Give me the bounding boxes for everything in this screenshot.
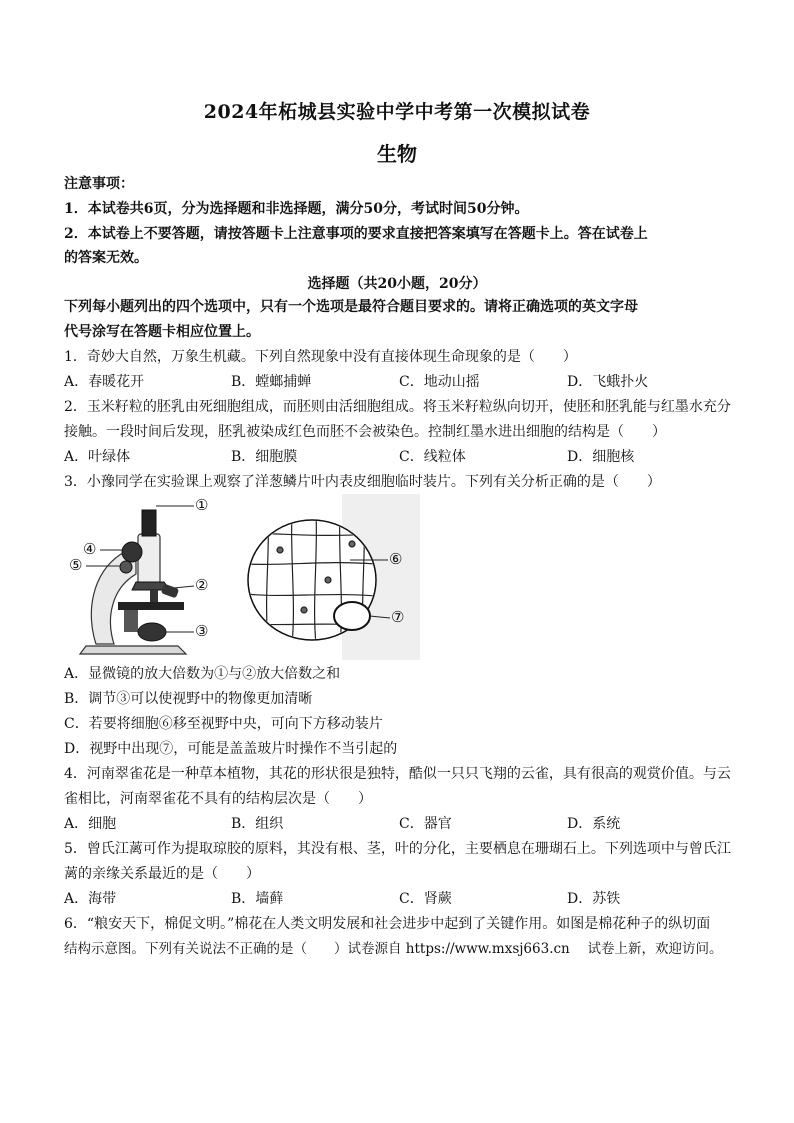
q4-option-b: B．组织	[231, 816, 284, 832]
notice-item-2-line-1: 2．本试卷上不要答题，请按答题卡上注意事项的要求直接把答案填写在答题卡上。答在试卷上	[64, 226, 648, 242]
q2-option-a: A．叶绿体	[64, 449, 131, 465]
section-instructions-line-1: 下列每小题列出的四个选项中，只有一个选项是最符合题目要求的。请将正确选项的英文字母	[64, 299, 638, 315]
q4-option-a: A．细胞	[64, 816, 117, 832]
q5-option-a: A．海带	[64, 891, 117, 907]
section-instructions-line-2: 代号涂写在答题卡相应位置上。	[64, 324, 260, 340]
label-4: ④	[83, 540, 97, 558]
q3-option-b: B．调节③可以使视野中的物像更加清晰	[64, 691, 313, 707]
section-title: 选择题（共20小题，20分）	[307, 276, 487, 292]
q6-stem-line-1: 6．“粮安天下，棉促文明。”棉花在人类文明发展和社会进步中起到了关键作用。如图是棉花种子的纵切面	[64, 916, 711, 932]
q5-stem-line-1: 5．曾氏江蓠可作为提取琼胶的原料，其没有根、茎，叶的分化，主要栖息在珊瑚石上。下列选项中与曾氏江	[64, 841, 731, 857]
q6-stem-line-2: 结构示意图。下列有关说法不正确的是（ ）试卷源自 https://www.mxsj663.cn 试卷上新，欢迎访问。	[64, 941, 723, 957]
q2-option-d: D．细胞核	[567, 449, 635, 465]
q4-stem-line-2: 雀相比，河南翠雀花不具有的结构层次是（ ）	[64, 791, 372, 807]
q3-stem: 3．小豫同学在实验课上观察了洋葱鳞片叶内表皮细胞临时装片。下列有关分析正确的是（ ）	[64, 474, 661, 490]
q3-option-a: A．显微镜的放大倍数为①与②放大倍数之和	[64, 666, 341, 682]
q2-stem-line-2: 接触。一段时间后发现，胚乳被染成红色而胚不会被染色。控制红墨水进出细胞的结构是（ ）	[64, 424, 666, 440]
q1-option-c: C．地动山摇	[399, 374, 480, 390]
label-5: ⑤	[69, 556, 83, 574]
q3-option-c: C．若要将细胞⑥移至视野中央，可向下方移动装片	[64, 716, 383, 732]
exam-title: 2024年柘城县实验中学中考第一次模拟试卷	[203, 101, 591, 123]
q1-stem: 1．奇妙大自然，万象生机藏。下列自然现象中没有直接体现生命现象的是（ ）	[64, 349, 577, 365]
label-7: ⑦	[391, 608, 405, 626]
q2-option-b: B．细胞膜	[231, 449, 298, 465]
label-2: ②	[195, 576, 209, 594]
q5-option-c: C．肾蕨	[399, 891, 452, 907]
microscope-figure	[66, 494, 226, 660]
cell-view-figure	[246, 494, 420, 660]
q5-option-b: B．墙藓	[231, 891, 284, 907]
label-1: ①	[195, 496, 209, 514]
label-6: ⑥	[389, 550, 403, 568]
q4-stem-line-1: 4．河南翠雀花是一种草本植物，其花的形状很是独特，酷似一只只飞翔的云雀，具有很高的观赏价值。与云	[64, 766, 731, 782]
q2-option-c: C．线粒体	[399, 449, 466, 465]
notice-item-2-line-2: 的答案无效。	[64, 250, 148, 266]
q1-option-a: A．春暖花开	[64, 374, 145, 390]
q1-option-d: D．飞蛾扑火	[567, 374, 649, 390]
notice-heading: 注意事项：	[64, 176, 134, 192]
q5-option-d: D．苏铁	[567, 891, 621, 907]
q4-option-d: D．系统	[567, 816, 621, 832]
q5-stem-line-2: 蓠的亲缘关系最近的是（ ）	[64, 866, 260, 882]
label-3: ③	[195, 622, 209, 640]
q2-stem-line-1: 2．玉米籽粒的胚乳由死细胞组成，而胚则由活细胞组成。将玉米籽粒纵向切开，使胚和胚乳能与红墨水充分	[64, 399, 731, 415]
q1-option-b: B．螳螂捕蝉	[231, 374, 312, 390]
q3-option-d: D．视野中出现⑦，可能是盖盖玻片时操作不当引起的	[64, 741, 398, 757]
notice-item-1: 1．本试卷共6页，分为选择题和非选择题，满分50分，考试时间50分钟。	[64, 201, 529, 217]
subject-title: 生物	[377, 142, 417, 166]
q4-option-c: C．器官	[399, 816, 452, 832]
